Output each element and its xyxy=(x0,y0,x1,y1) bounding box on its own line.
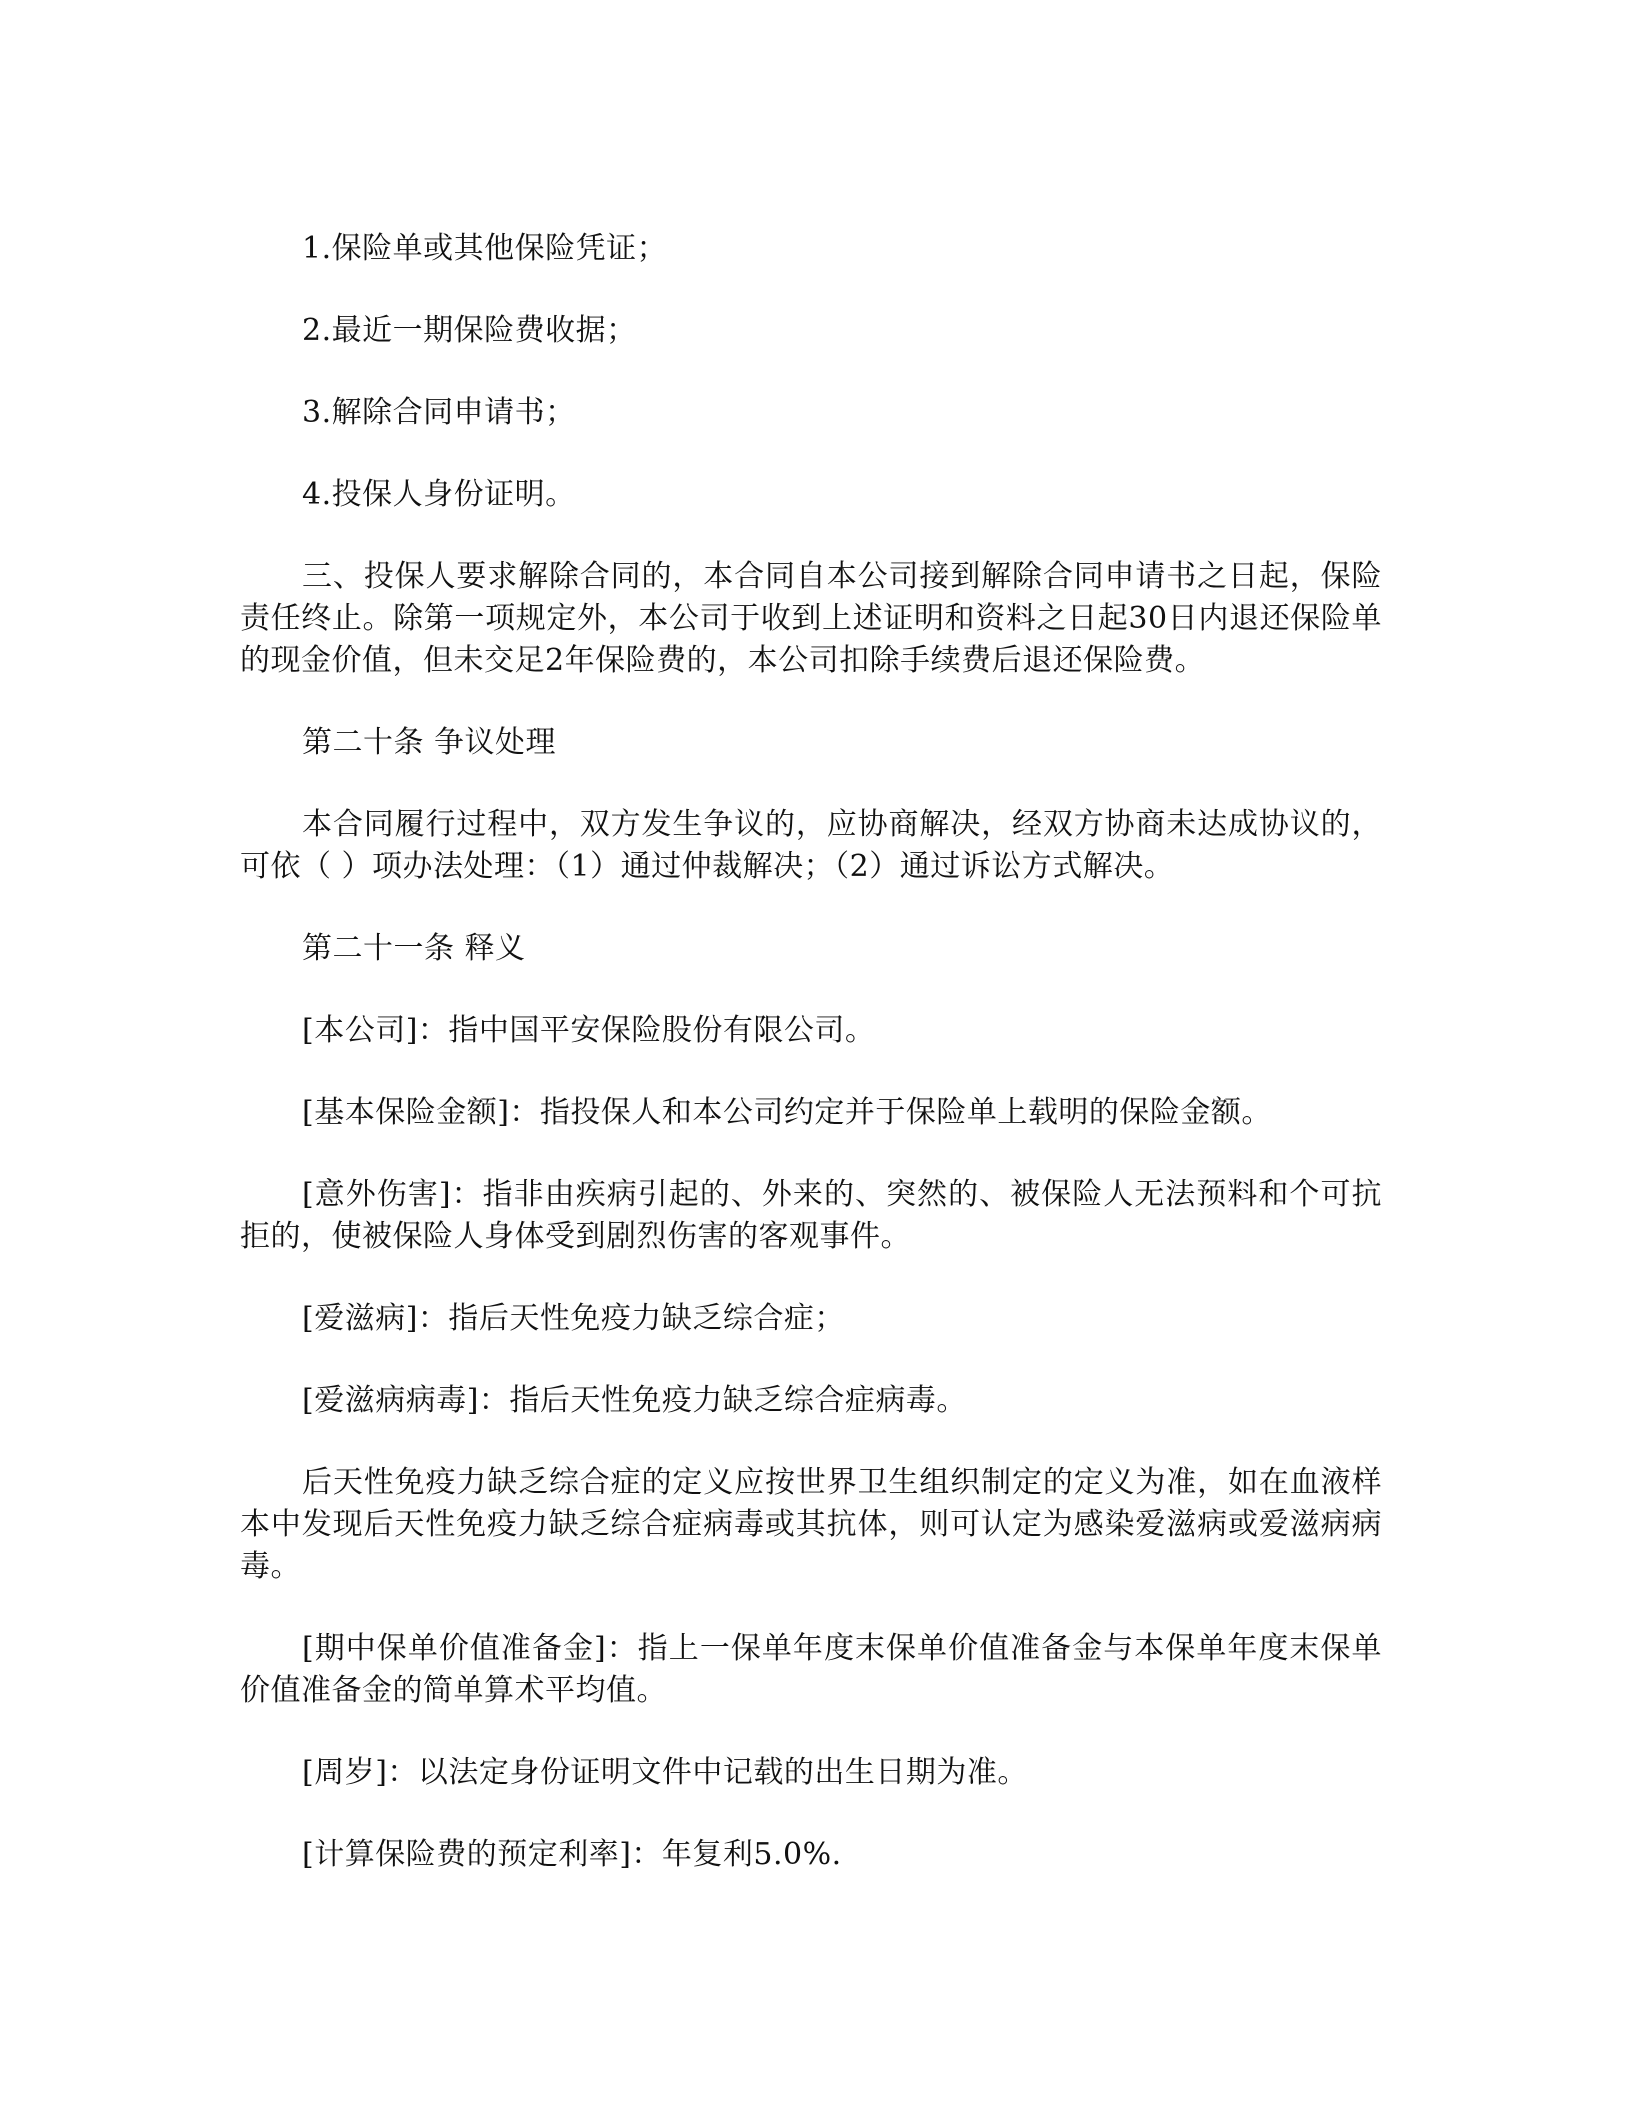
definition-age: [周岁]：以法定身份证明文件中记载的出生日期为准。 xyxy=(302,1755,1028,1790)
definition-accidental-injury: [意外伤害]：指非由疾病引起的、外来的、突然的、被保险人无法预料和个可抗拒的，使被保险人身体受到剧烈伤害的客观事件。 xyxy=(240,1177,1382,1254)
paragraph-aids-definition-standard: 后天性免疫力缺乏综合症的定义应按世界卫生组织制定的定义为准，如在血液样本中发现后天性免疫力缺乏综合症病毒或其抗体，则可认定为感染爱滋病或爱滋病病毒。 xyxy=(240,1465,1382,1584)
definition-interest-rate: [计算保险费的预定利率]：年复利5.0%. xyxy=(302,1837,842,1872)
definition-company: [本公司]：指中国平安保险股份有限公司。 xyxy=(302,1013,876,1048)
article-20-heading: 第二十条 争议处理 xyxy=(302,725,557,760)
paragraph-termination-clause: 三、投保人要求解除合同的，本合同自本公司接到解除合同申请书之日起，保险责任终止。除第一项规定外，本公司于收到上述证明和资料之日起30日内退还保险单的现金价值，但未交足2年保险费的，本公司扣除手续费后退还保险费。 xyxy=(240,559,1382,678)
definition-hiv: [爱滋病病毒]：指后天性免疫力缺乏综合症病毒。 xyxy=(302,1383,967,1418)
article-21-heading: 第二十一条 释义 xyxy=(302,931,526,966)
definition-mid-term-reserve: [期中保单价值准备金]：指上一保单年度末保单价值准备金与本保单年度末保单价值准备金的简单算术平均值。 xyxy=(240,1631,1382,1708)
definition-aids: [爱滋病]：指后天性免疫力缺乏综合症； xyxy=(302,1301,845,1336)
definition-basic-sum-insured: [基本保险金额]：指投保人和本公司约定并于保险单上载明的保险金额。 xyxy=(302,1095,1272,1130)
list-item-termination-application: 3.解除合同申请书； xyxy=(302,395,576,430)
list-item-policy-certificate: 1.保险单或其他保险凭证； xyxy=(302,231,668,266)
list-item-premium-receipt: 2.最近一期保险费收据； xyxy=(302,313,637,348)
paragraph-dispute-resolution: 本合同履行过程中，双方发生争议的，应协商解决，经双方协商未达成协议的，可依（ ）项办法处理：（1）通过仲裁解决；（2）通过诉讼方式解决。 xyxy=(240,807,1382,884)
list-item-identity-proof: 4.投保人身份证明。 xyxy=(302,477,576,512)
document-page xyxy=(240,228,1382,1916)
